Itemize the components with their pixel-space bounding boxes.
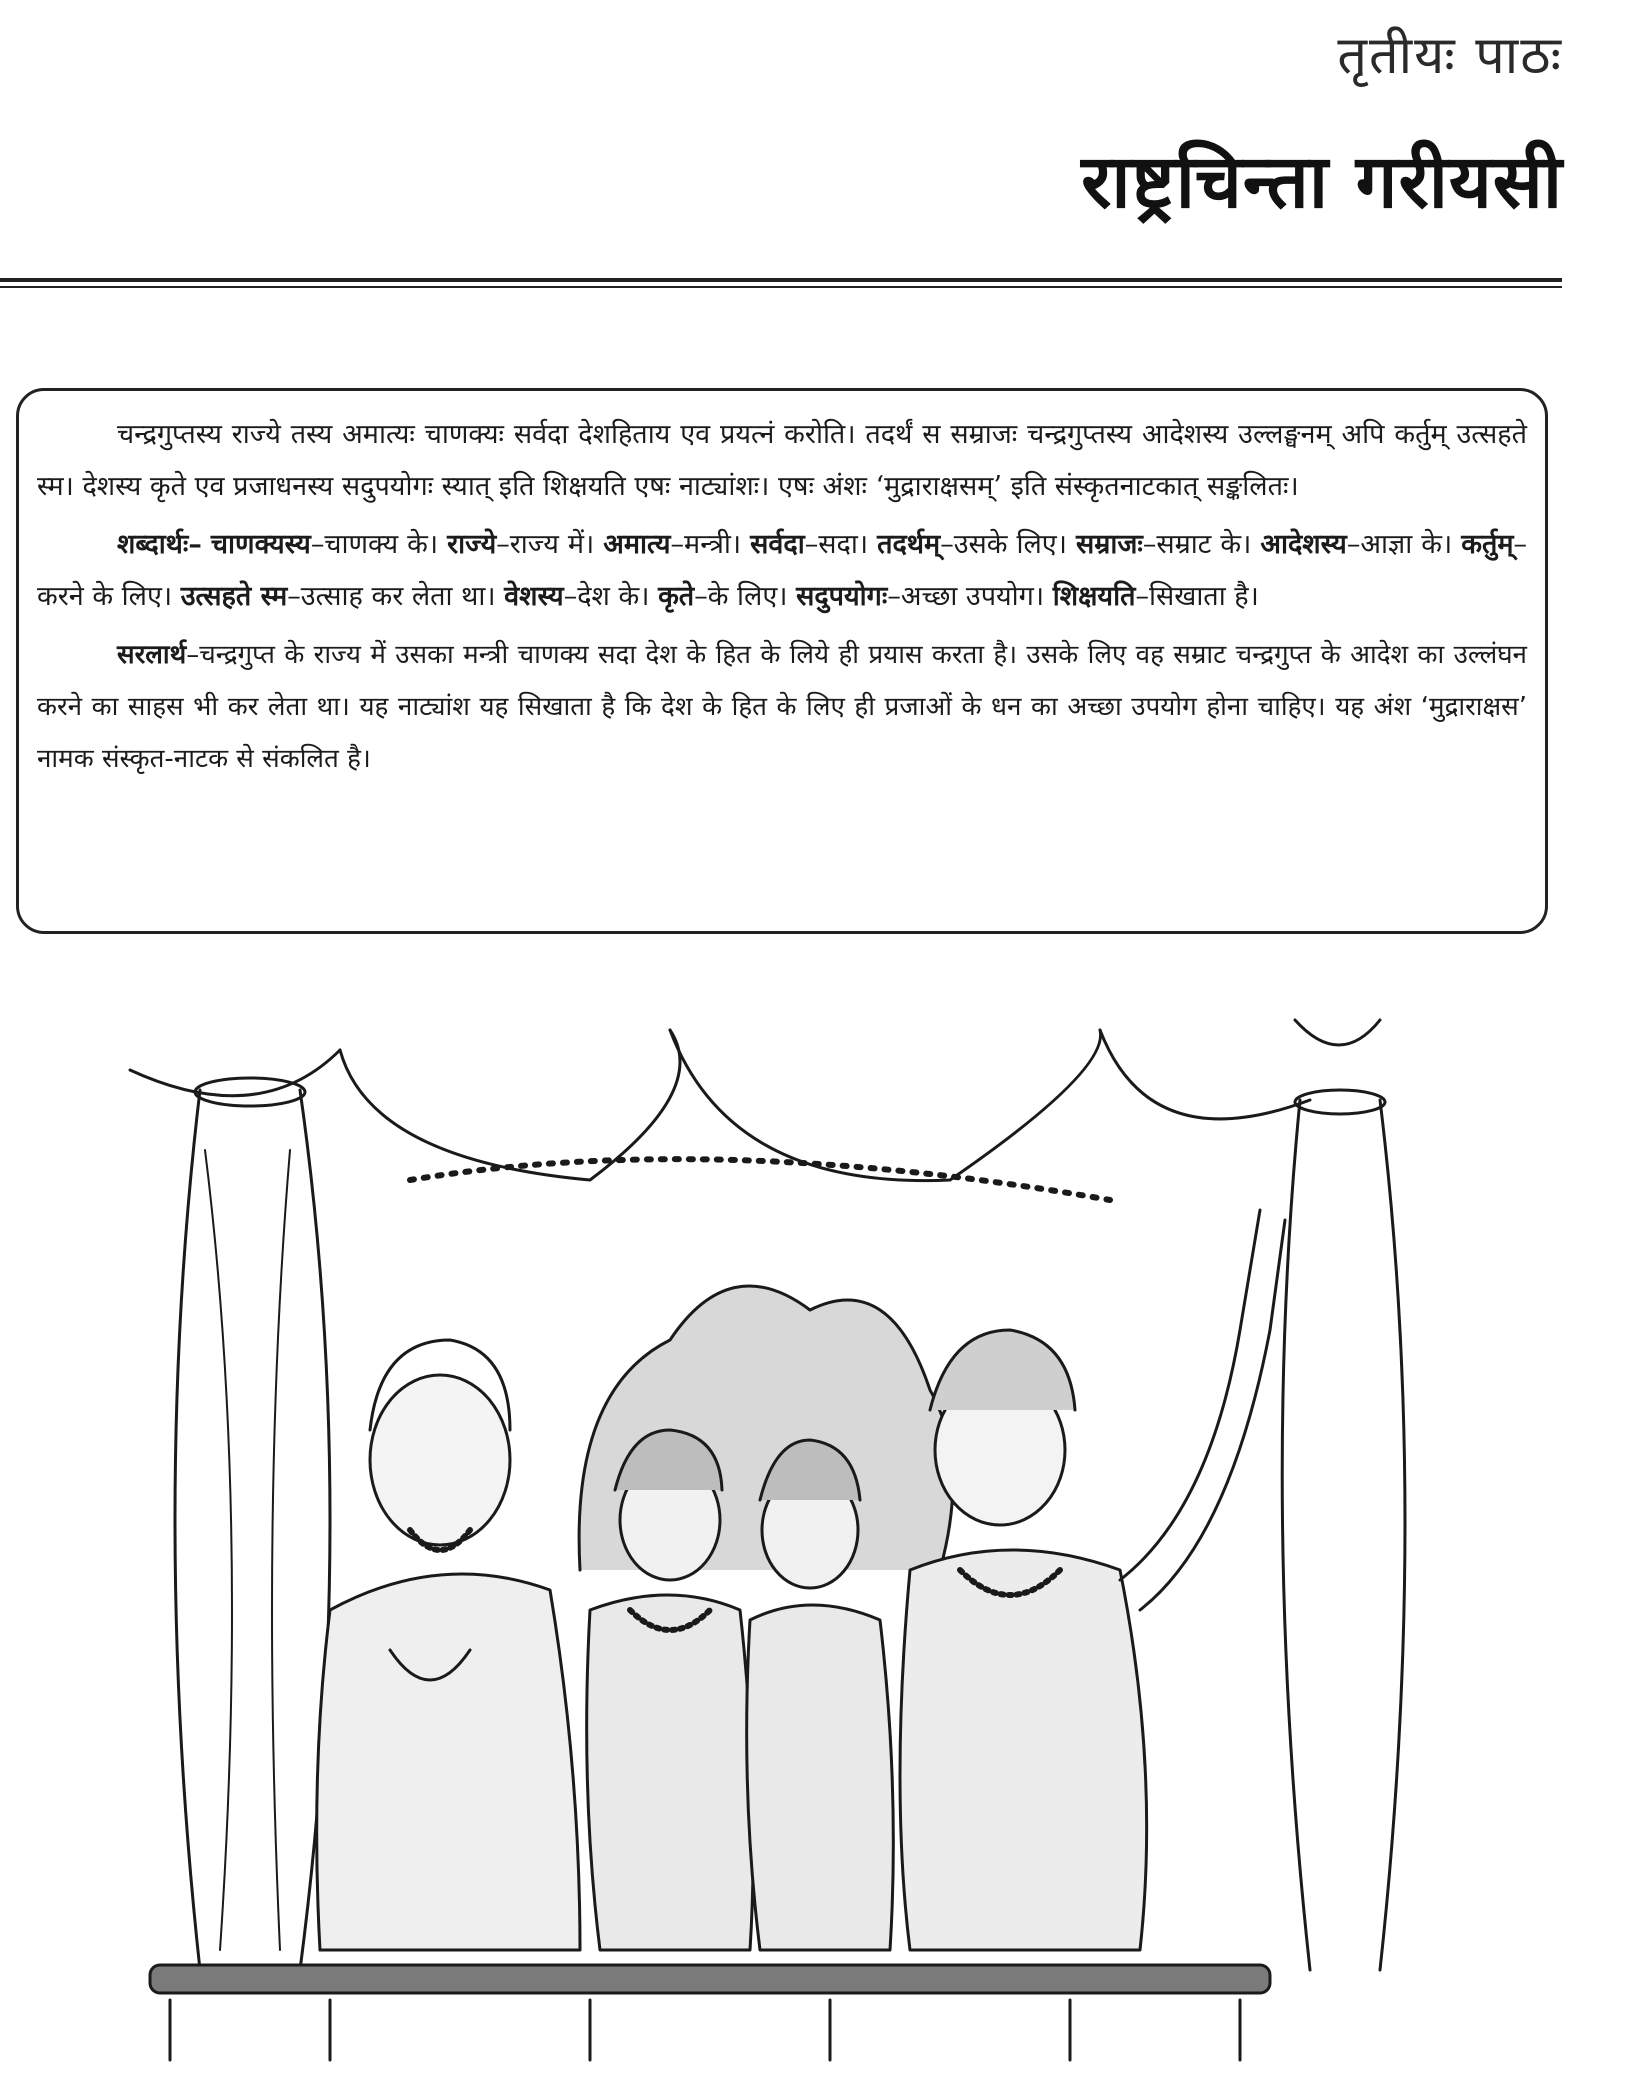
glossary-meaning: उत्साह कर लेता था। (300, 581, 496, 612)
glossary-meaning: अच्छा उपयोग। (900, 581, 1045, 612)
glossary-meaning: राज्य में। (509, 529, 595, 560)
glossary-word: उत्सहते स्म (180, 581, 288, 612)
glossary-word: आदेशस्य (1260, 529, 1347, 560)
glossary-word: कर्तुम् (1461, 529, 1514, 560)
meaning-text: चन्द्रगुप्त के राज्य में उसका मन्त्री चाणक्य सदा देश के हित के लिये ही प्रयास करता है। उसके लिए वह सम्राट चन्द्रगुप्त के आदेश का उल्लंघन करने का साहस भी कर लेता था। यह नाट्यांश यह सिखाता है कि देश के हित के लिए ही प्रजाओं के धन का अच्छा उपयोग होना चाहिए। यह अंश ‘मुद्राराक्षस’ नामक संस्कृत-नाटक से संकलित है। (37, 640, 1527, 774)
glossary-label: शब्दार्थः– (117, 529, 202, 560)
glossary-paragraph: शब्दार्थः– चाणक्यस्य–चाणक्य के। राज्ये–राज्य में। अमात्य–मन्त्री। सर्वदा–सदा। तदर्थम्–उसके लिए। सम्राजः–सम्राट के। आदेशस्य–आज्ञा के। कर्तुम्–करने के लिए। उत्सहते स्म–उत्साह कर लेता था। वेशस्य–देश के। कृते–के लिए। सदुपयोगः–अच्छा उपयोग। शिक्षयति–सिखाता है। (37, 529, 1527, 612)
glossary-word: सर्वदा (750, 529, 805, 560)
glossary-word: चाणक्यस्य (210, 529, 311, 560)
glossary-word: अमात्य (603, 529, 671, 560)
glossary-word: सदुपयोगः (796, 581, 888, 612)
lesson-title: राष्ट्रचिन्ता गरीयसी (1081, 139, 1563, 225)
glossary-meaning: सम्राट के। (1156, 529, 1252, 560)
header-rule (0, 278, 1562, 282)
court-scene-illustration (110, 1010, 1450, 2070)
glossary-word: शिक्षयति (1052, 581, 1136, 612)
glossary-meaning: सिखाता है। (1148, 581, 1259, 612)
glossary-meaning: चाणक्य के। (324, 529, 439, 560)
intro-paragraph: चन्द्रगुप्तस्य राज्ये तस्य अमात्यः चाणक्यः सर्वदा देशहिताय एव प्रयत्नं करोति। तदर्थं स सम्राजः चन्द्रगुप्तस्य आदेशस्य उल्लङ्घनम् अपि कर्तुम् उत्सहते स्म। देशस्य कृते एव प्रजाधनस्य सदुपयोगः स्यात् इति शिक्षयति एषः नाट्यांशः। एषः अंशः ‘मुद्राराक्षसम्’ इति संस्कृतनाटकात् सङ्कलितः। (37, 419, 1527, 502)
glossary-word: कृते (658, 581, 695, 612)
glossary-word: तदर्थम् (877, 529, 941, 560)
glossary-meaning: देश के। (577, 581, 650, 612)
glossary-meaning: के लिए। (707, 581, 788, 612)
glossary-word: राज्ये (447, 529, 497, 560)
meaning-label: सरलार्थ (117, 640, 187, 670)
intro-box (16, 388, 1548, 934)
glossary-meaning: मन्त्री। (684, 529, 742, 560)
glossary-meaning: सदा। (818, 529, 869, 560)
glossary-word: वेशस्य (504, 581, 564, 612)
glossary-meaning: आज्ञा के। (1360, 529, 1453, 560)
glossary-word: सम्राजः (1075, 529, 1143, 560)
glossary-meaning: करने के लिए। (37, 581, 173, 612)
lesson-number: तृतीयः पाठः (1337, 26, 1563, 86)
glossary-meaning: उसके लिए। (953, 529, 1067, 560)
header-rule-thin (0, 286, 1562, 288)
meaning-paragraph: सरलार्थ–चन्द्रगुप्त के राज्य में उसका मन्त्री चाणक्य सदा देश के हित के लिये ही प्रयास करता है। उसके लिए वह सम्राट चन्द्रगुप्त के आदेश का उल्लंघन करने का साहस भी कर लेता था। यह नाट्यांश यह सिखाता है कि देश के हित के लिए ही प्रजाओं के धन का अच्छा उपयोग होना चाहिए। यह अंश ‘मुद्राराक्षस’ नामक संस्कृत-नाटक से संकलित है। (37, 640, 1527, 774)
